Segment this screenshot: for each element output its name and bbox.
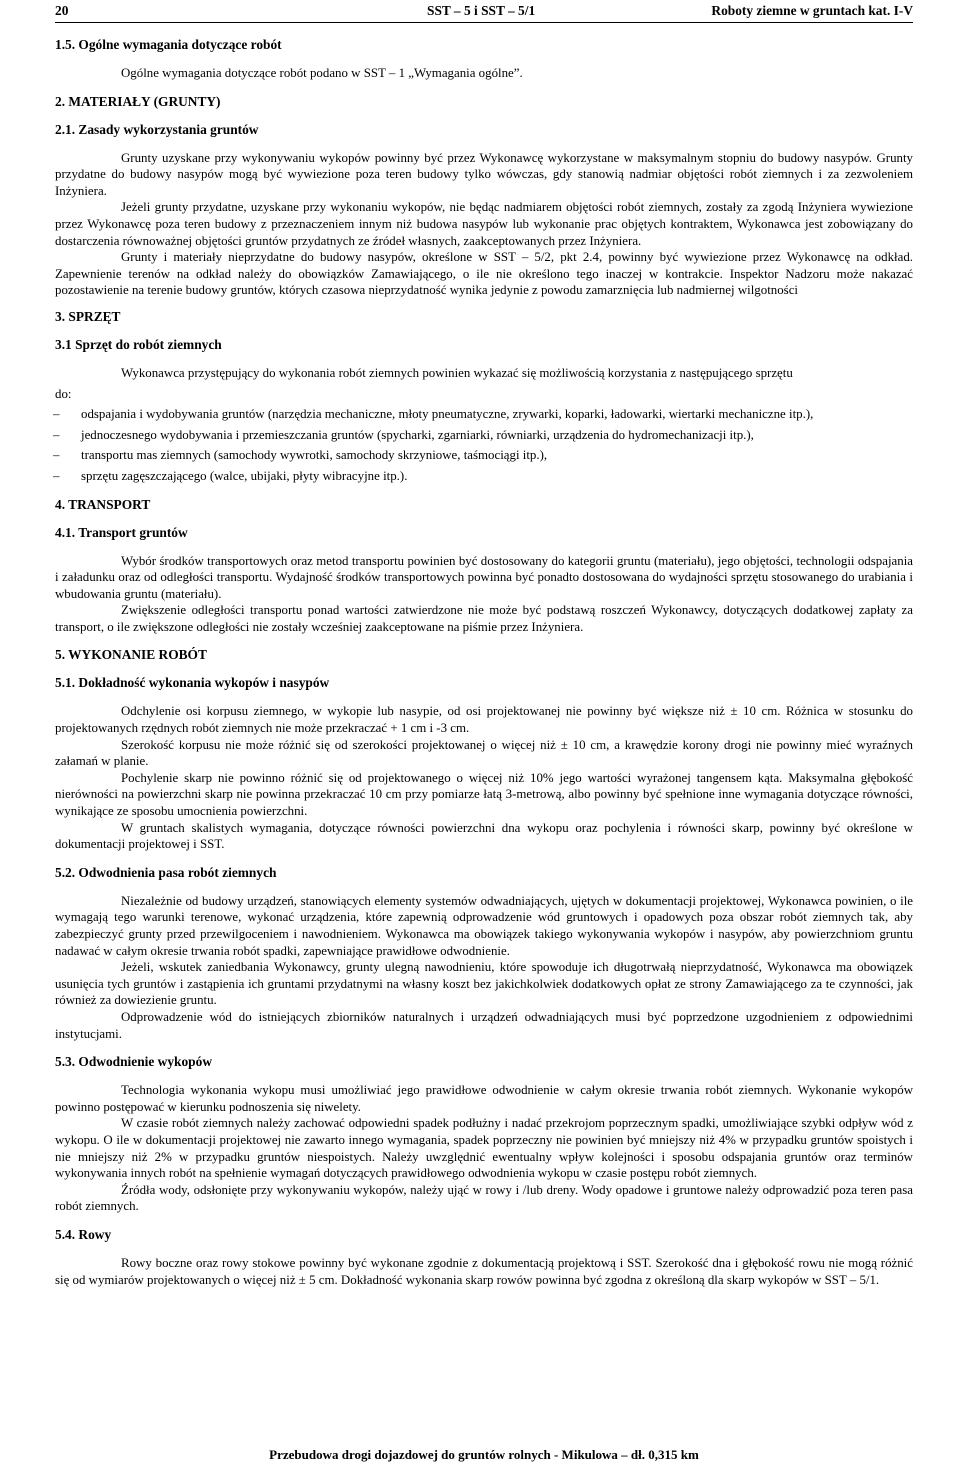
heading-5-2: 5.2. Odwodnienia pasa robót ziemnych	[55, 864, 277, 880]
paragraph: Ogólne wymagania dotyczące robót podano w SST – 1 „Wymagania ogólne”.	[121, 66, 523, 80]
heading-5-3: 5.3. Odwodnienie wykopów	[55, 1054, 212, 1070]
paragraph	[55, 365, 913, 382]
paragraph: W gruntach skalistych wymagania, dotyczące równości powierzchni dna wykopu oraz pochylenia i równości skarp, powinny być określone w dokumentacji projektowej i SST.	[55, 820, 913, 852]
dash-bullet: –	[53, 427, 60, 442]
heading-3-1: 3.1 Sprzęt do robót ziemnych	[55, 336, 222, 352]
heading-5-4: 5.4. Rowy	[55, 1226, 112, 1242]
list-item	[53, 427, 913, 444]
list-item	[53, 468, 913, 485]
paragraph: W czasie robót ziemnych należy zachować odpowiedni spadek podłużny i nadać przekrojom poprzecznym spadki, umożliwiające szybki odpływ wód z wykopu. O ile w dokumentacji projektowej nie zawarto innego wymagania, spadek poprzeczny nie powinien być mniejszy niż 4% w przypadku gruntów spoistych i nie mniejszy niż 2% w przypadku gruntów niespoistych. Należy uwzględnić ewentualny wpływ kolejności i sposobu odspajania gruntów oraz terminów wykonywania innych robót na spełnienie wymagań dotyczących prawidłowego odwodnienia wykopu w czasie postępu robót ziemnych.	[55, 1116, 913, 1181]
heading-5: 5. WYKONANIE ROBÓT	[55, 647, 207, 663]
paragraph: Jeżeli grunty przydatne, uzyskane przy wykonaniu wykopów, nie będąc nadmiarem objętości robót ziemnych, zostały za zgodą Inżyniera wywiezione przez Wykonawcę poza teren budowy z przeznaczeniem innym niż budowa nasypów lub wykonanie prac objętych kontraktem, Wykonawca jest zobowiązany do dostarczenia równoważnej objętości gruntów przydatnych ze źródeł własnych, zaakceptowanych przez Inżyniera.	[55, 200, 913, 248]
heading-3: 3. SPRZĘT	[55, 308, 121, 324]
heading-5-1: 5.1. Dokładność wykonania wykopów i nasypów	[55, 675, 330, 691]
paragraph: Grunty i materiały nieprzydatne do budowy nasypów, określone w SST – 5/2, pkt 2.4, powinny być wywiezione przez Wykonawcę na odkład. Zapewnienie terenów na odkład należy do obowiązków Zamawiającego, o ile nie określono tego inaczej w kontrakcie. Inspektor Nadzoru może nakazać pozostawienie na terenie budowy gruntów, których czasowa nieprzydatność wynika jedynie z powodu zamarznięcia lub nadmiernej wilgotności	[55, 250, 913, 298]
dash-bullet: –	[53, 448, 60, 463]
paragraph: Rowy boczne oraz rowy stokowe powinny być wykonane zgodnie z dokumentacją projektową i SST. Szerokość dna i głębokość rowu nie mogą różnić się od wymiarów projektowanych o więcej niż ± 5 cm. Dokładność wykonania skarp rowów powinna być zgodna z określoną dla skarp wykopów w SST – 5/1.	[55, 1255, 913, 1287]
heading-2: 2. MATERIAŁY (GRUNTY)	[55, 93, 221, 109]
paragraph: Odprowadzenie wód do istniejących zbiorników naturalnych i urządzeń odwadniających musi być poprzedzone uzgodnieniem z odpowiednimi instytucjami.	[55, 1009, 913, 1041]
paragraph: Szerokość korpusu nie może różnić się od szerokości projektowanej o więcej niż ± 10 cm, a krawędzie korony drogi nie powinny mieć wyraźnych załamań w planie.	[55, 737, 913, 769]
paragraph: Niezależnie od budowy urządzeń, stanowiących elementy systemów odwadniających, ujętych w dokumentacji projektowej, Wykonawca powinien, o ile wymagają tego warunki terenowe, wykonać urządzenia, które zapewnią odprowadzenie wód gruntowych i opadowych poza obszar robót ziemnych tak, aby zabezpieczyć grunty przed przewilgoceniem i nawodnieniem. Wykonawca ma obowiązek takiego wykonywania wykopów i nasypów, aby powierzchniom gruntu nadawać w całym okresie trwania robót spadki, zapewniające prawidłowe odwodnienie.	[55, 893, 913, 958]
list-item-text: transportu mas ziemnych (samochody wywrotki, samochody skrzyniowe, taśmociągi itp.),	[81, 448, 548, 463]
list-item	[53, 406, 913, 423]
paragraph: Grunty uzyskane przy wykonywaniu wykopów powinny być przez Wykonawcę wykorzystane w maksymalnym stopniu do budowy nasypów. Grunty przydatne do budowy nasypów mogą być wywiezione poza teren budowy tylko wówczas, gdy stanowią nadmiar objętości robót ziemnych i za zezwoleniem Inżyniera.	[55, 150, 913, 198]
spec-code: SST – 5 i SST – 5/1	[427, 3, 536, 18]
heading-4: 4. TRANSPORT	[55, 496, 151, 512]
dash-bullet: –	[53, 468, 60, 483]
paragraph: do:	[55, 386, 72, 401]
equipment-intro: Wykonawca przystępujący do wykonania robót ziemnych powinien wykazać się możliwością korzystania z następującego sprzętu	[121, 365, 793, 380]
paragraph: Źródła wody, odsłonięte przy wykonywaniu wykopów, należy ująć w rowy i /lub dreny. Wody opadowe i gruntowe należy odprowadzić poza teren pasa robót ziemnych.	[55, 1182, 913, 1214]
heading-2-1: 2.1. Zasady wykorzystania gruntów	[55, 121, 259, 137]
page-footer: Przebudowa drogi dojazdowej do gruntów rolnych - Mikulowa – dł. 0,315 km	[269, 1447, 699, 1462]
paragraph: Pochylenie skarp nie powinno różnić się od projektowanego o więcej niż 10% jego wartości wyrażonej tangensem kąta. Maksymalna głębokość nierówności na powierzchni skarp nie powinna przekraczać 10 cm przy pomiarze łatą 3-metrową, albo powinny być spełnione inne wymagania dotyczące równości, wynikające ze sposobu umocnienia powierzchni.	[55, 770, 913, 819]
list-item-text: jednoczesnego wydobywania i przemieszczania gruntów (spycharki, zgarniarki, równiarki, urządzenia do hydromechanizacji itp.),	[81, 427, 754, 442]
paragraph: Technologia wykonania wykopu musi umożliwiać jego prawidłowe odwodnienie w całym okresie trwania robót ziemnych. Wykonanie wykopów powinno postępować w kierunku podnoszenia się niwelety.	[55, 1083, 913, 1114]
document-page	[55, 0, 913, 1288]
paragraph: Jeżeli, wskutek zaniedbania Wykonawcy, grunty ulegną nawodnieniu, które spowoduje ich długotrwałą nieprzydatność, Wykonawca ma obowiązek usunięcia tych gruntów i zastąpienia ich gruntami przydatnymi na własny koszt bez jakichkolwiek dodatkowych opłat ze strony Zamawiającego za te czynności, jak również za dowiezienie gruntu.	[55, 960, 913, 1008]
header-section-title: Roboty ziemne w gruntach kat. I-V	[711, 3, 913, 18]
heading-4-1: 4.1. Transport gruntów	[55, 524, 188, 540]
list-item	[53, 447, 913, 464]
paragraph: Wybór środków transportowych oraz metod transportu powinien być dostosowany do kategorii gruntu (materiału), jego objętości, technologii odspajania i załadunku oraz od odległości transportu. Wydajność środków transportowych powinna być ponadto dostosowana do wydajności sprzętu stosowanego do urabiania i wbudowania gruntu (materiału).	[55, 553, 913, 601]
page-header	[55, 0, 913, 23]
heading-1-5: 1.5. Ogólne wymagania dotyczące robót	[55, 37, 282, 52]
paragraph: Zwiększenie odległości transportu ponad wartości zatwierdzone nie może być podstawą roszczeń Wykonawcy, dotyczących dodatkowej zapłaty za transport, o ile zwiększone odległości nie zostały wcześniej zaakceptowane na piśmie przez Inżyniera.	[55, 603, 913, 634]
list-item-text: sprzętu zagęszczającego (walce, ubijaki, płyty wibracyjne itp.).	[81, 468, 408, 483]
paragraph: Odchylenie osi korpusu ziemnego, w wykopie lub nasypie, od osi projektowanej nie powinny być większe niż ± 10 cm. Różnica w stosunku do projektowanych rzędnych robót ziemnych nie może przekraczać + 1 cm i -3 cm.	[55, 704, 913, 736]
list-item-text: odspajania i wydobywania gruntów (narzędzia mechaniczne, młoty pneumatyczne, zrywarki, koparki, ładowarki, wiertarki mechaniczne itp.),	[81, 407, 814, 422]
dash-bullet: –	[53, 407, 60, 422]
page-number: 20	[55, 3, 69, 18]
